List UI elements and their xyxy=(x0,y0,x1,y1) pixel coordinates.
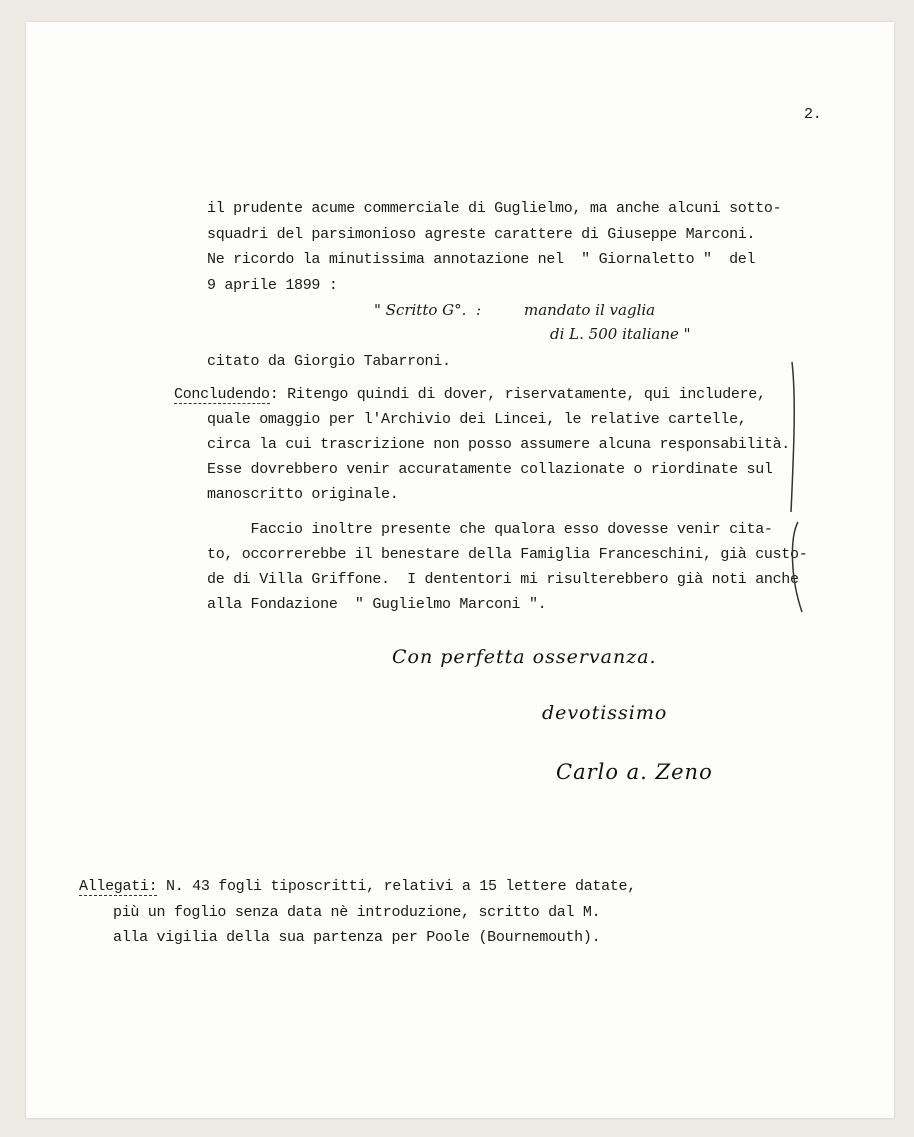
quote-line-1a: " Scritto G°. : xyxy=(374,301,482,319)
closing-line-1: Con perfetta osservanza. xyxy=(392,646,657,668)
margin-bracket-mark xyxy=(784,357,814,617)
conclusion-line-2: quale omaggio per l'Archivio dei Lincei, le relative cartelle, xyxy=(207,411,747,428)
page-number: 2. xyxy=(804,106,822,123)
paragraph2-line-4: alla Fondazione " Guglielmo Marconi ". xyxy=(207,596,547,613)
signature: Carlo a. Zeno xyxy=(556,760,713,784)
closing-line-2: devotissimo xyxy=(542,702,668,724)
body-line-2: squadri del parsimonioso agreste carattere di Giuseppe Marconi. xyxy=(207,226,756,243)
body-line-1: il prudente acume commerciale di Guglielmo, ma anche alcuni sotto- xyxy=(207,200,782,217)
attachments-label: Allegati: xyxy=(79,878,158,895)
quote-line-1b: mandato il vaglia xyxy=(524,301,656,319)
conclusion-first-line-rest: : Ritengo quindi di dover, riservatamente, qui includere, xyxy=(269,386,766,403)
paragraph2-line-2: to, occorrerebbe il benestare della Famiglia Franceschini, già custo- xyxy=(207,546,808,563)
conclusion-label: Concludendo xyxy=(174,386,270,403)
conclusion-line-5: manoscritto originale. xyxy=(207,486,399,503)
body-line-3: Ne ricordo la minutissima annotazione nel " Giornaletto " del xyxy=(207,251,756,268)
attachments-line-2: più un foglio senza data nè introduzione, scritto dal M. xyxy=(113,904,601,921)
conclusion-line-4: Esse dovrebbero venir accuratamente collazionate o riordinate sul xyxy=(207,461,773,478)
body-line-4: 9 aprile 1899 : xyxy=(207,277,338,294)
attachments-first-line xyxy=(79,878,636,895)
cited-line: citato da Giorgio Tabarroni. xyxy=(207,353,451,370)
conclusion-first-line xyxy=(174,386,766,403)
conclusion-line-3: circa la cui trascrizione non posso assumere alcuna responsabilità. xyxy=(207,436,790,453)
paragraph2-line-1: Faccio inoltre presente che qualora esso dovesse venir cita- xyxy=(207,521,773,538)
quote-line-2: di L. 500 italiane " xyxy=(550,325,691,343)
document-page xyxy=(26,22,894,1118)
attachments-first-line-rest: N. 43 fogli tiposcritti, relativi a 15 lettere datate, xyxy=(157,878,636,895)
attachments-line-3: alla vigilia della sua partenza per Poole (Bournemouth). xyxy=(113,929,601,946)
paragraph2-line-3: de di Villa Griffone. I dententori mi risulterebbero già noti anche xyxy=(207,571,799,588)
